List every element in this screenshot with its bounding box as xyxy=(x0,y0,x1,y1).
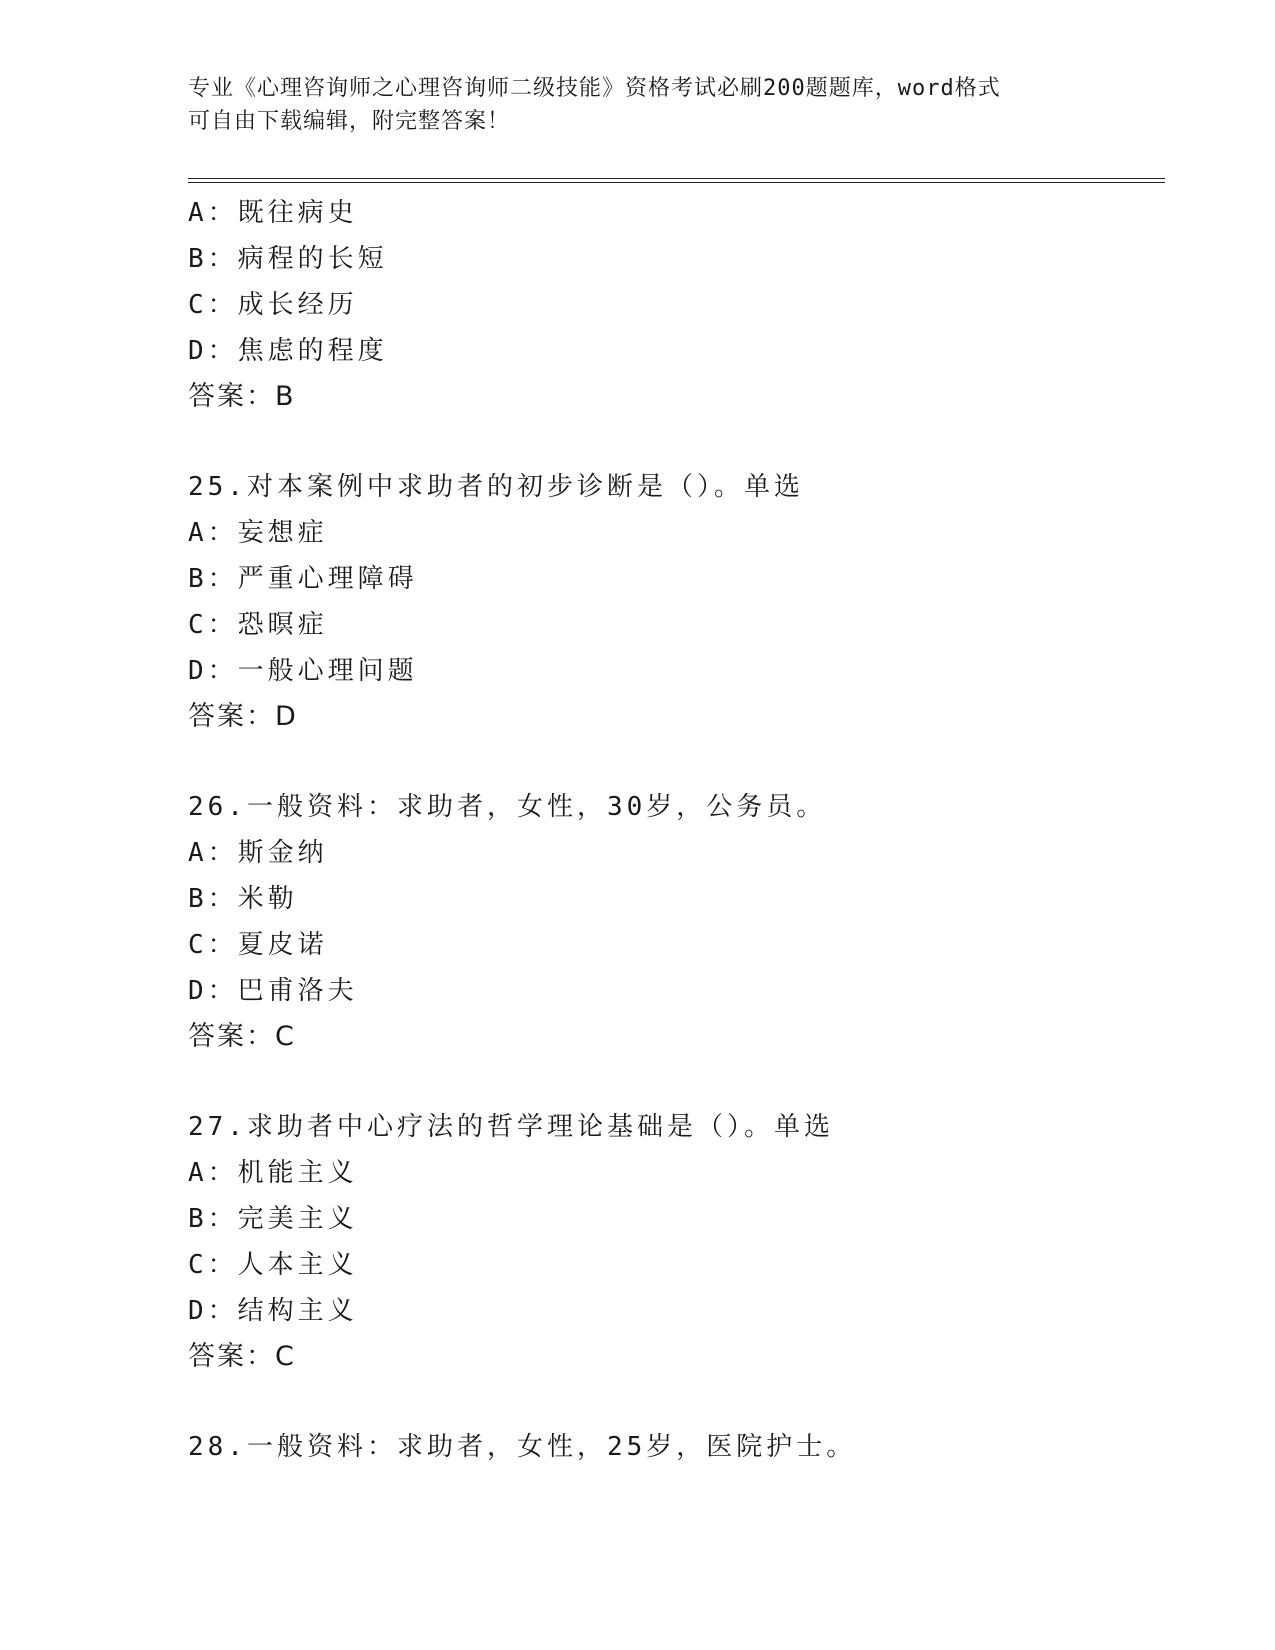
document-header xyxy=(188,72,1088,138)
option-a: A：斯金纳 xyxy=(188,838,328,868)
question-block xyxy=(188,190,1168,420)
option-a: A：妄想症 xyxy=(188,518,328,548)
answer-line: 答案：C xyxy=(188,1341,296,1372)
question-text: 26.一般资料：求助者，女性，30岁，公务员。 xyxy=(188,792,827,822)
option-d: D：焦虑的程度 xyxy=(188,336,388,366)
question-block xyxy=(188,1104,1168,1380)
answer-line: 答案：B xyxy=(188,381,296,412)
option-d: D：结构主义 xyxy=(188,1296,358,1326)
answer-line: 答案：D xyxy=(188,701,298,732)
option-b: B：严重心理障碍 xyxy=(188,564,418,594)
question-block xyxy=(188,1424,1168,1470)
option-c: C：成长经历 xyxy=(188,290,358,320)
question-text: 28.一般资料：求助者，女性，25岁，医院护士。 xyxy=(188,1432,857,1462)
option-b: B：完美主义 xyxy=(188,1204,358,1234)
option-c: C：人本主义 xyxy=(188,1250,358,1280)
question-block xyxy=(188,784,1168,1060)
question-text: 27.求助者中心疗法的哲学理论基础是（）。单选 xyxy=(188,1112,834,1142)
option-b: B：米勒 xyxy=(188,884,298,914)
answer-line: 答案：C xyxy=(188,1021,296,1052)
option-b: B：病程的长短 xyxy=(188,244,388,274)
option-d: D：巴甫洛夫 xyxy=(188,976,358,1006)
header-line-2: 可自由下载编辑，附完整答案！ xyxy=(188,109,511,134)
option-a: A：既往病史 xyxy=(188,198,358,228)
question-list xyxy=(188,190,1168,1514)
option-c: C：夏皮诺 xyxy=(188,930,328,960)
option-c: C：恐暝症 xyxy=(188,610,328,640)
option-d: D：一般心理问题 xyxy=(188,656,418,686)
header-line-1: 专业《心理咨询师之心理咨询师二级技能》资格考试必刷200题题库，word格式 xyxy=(188,76,1001,101)
question-block xyxy=(188,464,1168,740)
header-divider xyxy=(188,178,1165,183)
option-a: A：机能主义 xyxy=(188,1158,358,1188)
question-text: 25.对本案例中求助者的初步诊断是（）。单选 xyxy=(188,472,804,502)
